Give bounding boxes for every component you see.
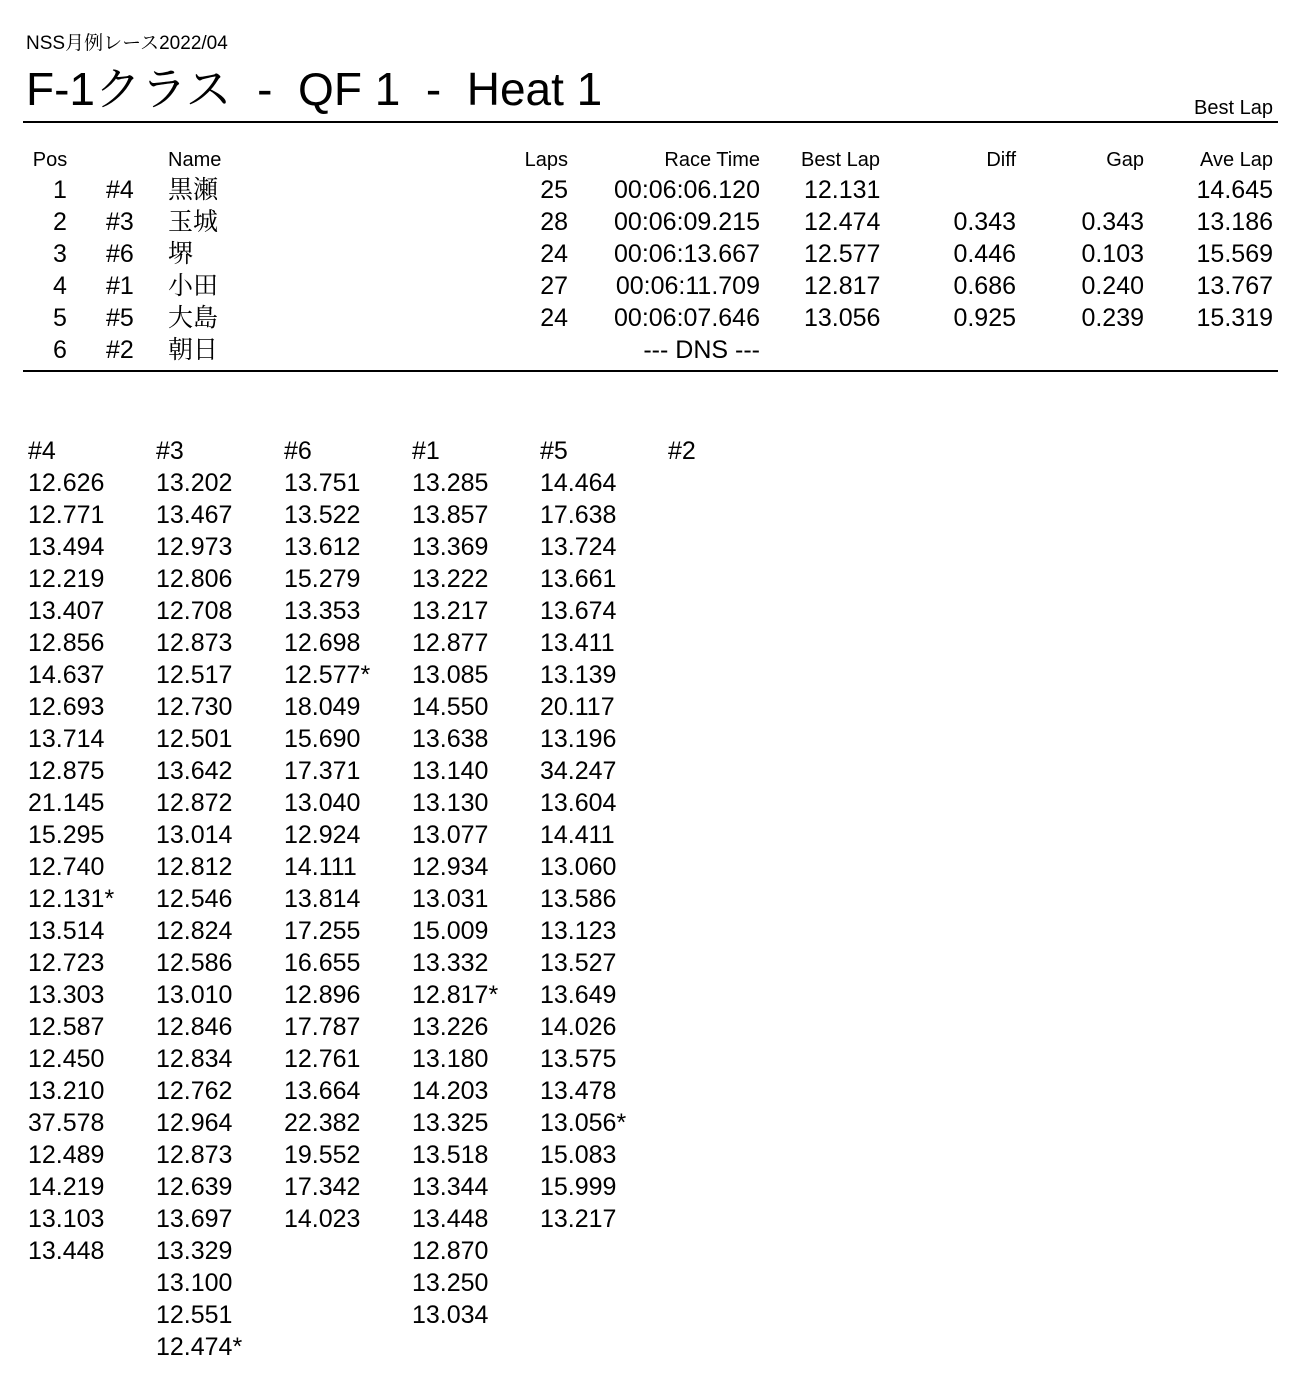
lap-time: 13.724 [540,533,617,561]
result-car: #5 [106,304,134,332]
lap-time: 15.279 [284,565,361,593]
lap-time: 13.661 [540,565,617,593]
result-best-lap: 12.131 [804,176,881,204]
lap-time: 12.924 [284,821,361,849]
lap-time: 13.285 [412,469,489,497]
results-row [0,270,1302,302]
lap-time: 13.130 [412,789,489,817]
lap-time: 18.049 [284,693,361,721]
lap-time: 15.690 [284,725,361,753]
lap-time: 12.698 [284,629,361,657]
lap-time: 12.740 [28,853,105,881]
lap-time: 13.411 [540,629,615,657]
lap-time: 13.210 [28,1077,105,1105]
result-laps: 28 [540,208,568,236]
lap-time: 12.934 [412,853,489,881]
result-best-lap: 12.817 [804,272,881,300]
column-header-diff: Diff [986,149,1016,171]
result-diff: 0.686 [953,272,1016,300]
lap-time: 12.219 [28,565,105,593]
column-header-ave-lap: Ave Lap [1199,149,1273,171]
result-ave-lap: 13.186 [1196,208,1273,236]
result-car: #4 [106,176,134,204]
result-car: #6 [106,240,134,268]
lap-time: 12.834 [156,1045,233,1073]
results-row-dns [0,334,1302,366]
results-row [0,174,1302,206]
lap-time: 12.896 [284,981,361,1009]
lap-time: 14.411 [540,821,615,849]
result-car: #1 [106,272,134,300]
result-pos: 4 [53,272,67,300]
lap-time: 13.034 [412,1301,489,1329]
lap-time: 13.527 [540,949,617,977]
lap-time: 12.639 [156,1173,233,1201]
result-diff: 0.446 [953,240,1016,268]
lap-time: 14.550 [412,693,489,721]
lap-time: 21.145 [28,789,105,817]
lap-time: 13.494 [28,533,105,561]
lap-time: 12.817* [412,981,499,1009]
lap-time: 16.655 [284,949,361,977]
lap-time: 13.353 [284,597,361,625]
lap-time: 14.219 [28,1173,105,1201]
lap-time: 13.514 [28,917,105,945]
lap-time: 17.371 [284,757,361,785]
lap-time: 13.448 [412,1205,489,1233]
lap-time: 12.846 [156,1013,233,1041]
lap-time: 14.637 [28,661,105,689]
lap-time: 19.552 [284,1141,361,1169]
lap-time: 13.649 [540,981,617,1009]
lap-time: 13.303 [28,981,105,1009]
lap-time: 15.295 [28,821,105,849]
lap-time: 13.123 [540,917,617,945]
lap-time: 12.873 [156,629,233,657]
top-divider [23,121,1278,123]
lap-time: 14.203 [412,1077,489,1105]
lap-time: 17.638 [540,501,617,529]
result-race-time: 00:06:11.709 [615,272,760,300]
lap-time: 13.077 [412,821,489,849]
lap-time: 15.009 [412,917,489,945]
lap-time: 12.964 [156,1109,233,1137]
lap-time: 14.111 [284,853,357,881]
lap-time: 12.856 [28,629,105,657]
result-race-time: 00:06:06.120 [614,176,760,204]
lap-time: 13.222 [412,565,489,593]
lap-time: 12.761 [284,1045,361,1073]
lap-time: 13.522 [284,501,361,529]
lap-time: 12.877 [412,629,489,657]
result-race-time: 00:06:09.215 [614,208,760,236]
lap-time: 22.382 [284,1109,361,1137]
lap-time: 12.577* [284,661,371,689]
result-best-lap: 13.056 [804,304,881,332]
page-title: F-1クラス - QF 1 - Heat 1 [26,63,603,115]
lap-time: 13.638 [412,725,489,753]
column-header-best-lap: Best Lap [801,149,880,171]
lap-time: 15.083 [540,1141,617,1169]
lap-time: 12.587 [28,1013,105,1041]
lap-time: 12.723 [28,949,105,977]
lap-time: 13.448 [28,1237,105,1265]
lap-time: 20.117 [540,693,615,721]
lap-time: 13.085 [412,661,489,689]
results-row [0,238,1302,270]
lap-time: 13.344 [412,1173,489,1201]
column-header-name: Name [168,149,222,171]
lap-time: 12.546 [156,885,233,913]
lap-time: 13.604 [540,789,617,817]
lap-time: 13.040 [284,789,361,817]
lap-time: 12.708 [156,597,233,625]
lap-time: 17.787 [284,1013,361,1041]
column-header-gap: Gap [1106,149,1144,171]
lap-time: 13.814 [284,885,361,913]
lap-column-header: #1 [412,437,440,465]
result-name: 黒瀬 [168,176,219,204]
lap-time: 12.626 [28,469,105,497]
lap-time: 12.873 [156,1141,233,1169]
lap-column [28,435,153,1267]
lap-time: 13.332 [412,949,489,977]
result-gap: 0.343 [1081,208,1144,236]
result-pos: 3 [53,240,67,268]
result-name: 玉城 [168,208,219,236]
lap-time: 12.812 [156,853,233,881]
result-ave-lap: 13.767 [1196,272,1273,300]
result-car: #3 [106,208,134,236]
lap-time: 13.518 [412,1141,489,1169]
result-laps: 27 [540,272,568,300]
lap-time: 12.474* [156,1333,243,1361]
result-name: 堺 [168,240,194,268]
sort-label: Best Lap [1194,97,1273,119]
lap-time: 13.325 [412,1109,489,1137]
result-laps: 25 [540,176,568,204]
lap-time: 13.139 [540,661,617,689]
result-best-lap: 12.577 [804,240,881,268]
lap-column [412,435,537,1331]
result-ave-lap: 14.645 [1196,176,1273,204]
lap-time: 13.586 [540,885,617,913]
lap-time: 13.014 [156,821,233,849]
lap-time: 12.501 [156,725,233,753]
lap-time: 12.551 [156,1301,233,1329]
lap-time: 13.407 [28,597,105,625]
result-gap: 0.103 [1081,240,1144,268]
lap-time: 12.693 [28,693,105,721]
result-name: 大島 [168,304,219,332]
result-name: 朝日 [168,336,219,364]
lap-column [540,435,665,1235]
result-laps: 24 [540,240,568,268]
result-gap: 0.240 [1081,272,1144,300]
lap-time: 15.999 [540,1173,617,1201]
dns-status: --- DNS --- [643,336,760,364]
lap-time: 12.870 [412,1237,489,1265]
result-name: 小田 [168,272,219,300]
result-laps: 24 [540,304,568,332]
lap-time: 13.010 [156,981,233,1009]
result-pos: 6 [53,336,67,364]
lap-column-header: #3 [156,437,184,465]
lap-times-grid [0,435,1302,1375]
result-car: #2 [106,336,134,364]
lap-time: 12.762 [156,1077,233,1105]
results-row [0,206,1302,238]
lap-column-header: #6 [284,437,312,465]
lap-time: 13.031 [412,885,489,913]
bottom-divider [23,370,1278,372]
result-diff: 0.343 [953,208,1016,236]
lap-column-header: #5 [540,437,568,465]
result-pos: 2 [53,208,67,236]
lap-time: 12.450 [28,1045,105,1073]
column-header-laps: Laps [524,149,568,171]
column-header-pos: Pos [32,149,68,171]
lap-column [284,435,409,1235]
result-gap: 0.239 [1081,304,1144,332]
lap-time: 13.697 [156,1205,233,1233]
lap-time: 14.464 [540,469,617,497]
result-best-lap: 12.474 [804,208,881,236]
lap-time: 12.771 [28,501,105,529]
lap-time: 12.586 [156,949,233,977]
results-header-row [0,146,1302,174]
lap-time: 13.467 [156,501,233,529]
lap-time: 13.103 [28,1205,105,1233]
lap-column [668,435,793,467]
lap-time: 13.714 [28,725,105,753]
lap-time: 13.857 [412,501,489,529]
lap-time: 13.575 [540,1045,617,1073]
result-pos: 1 [53,176,67,204]
lap-time: 12.973 [156,533,233,561]
lap-time: 17.342 [284,1173,361,1201]
lap-time: 13.642 [156,757,233,785]
lap-time: 13.612 [284,533,361,561]
lap-time: 12.131* [28,885,115,913]
lap-time: 17.255 [284,917,361,945]
lap-time: 13.202 [156,469,233,497]
result-race-time: 00:06:07.646 [614,304,760,332]
result-diff: 0.925 [953,304,1016,332]
column-header-race-time: Race Time [664,149,760,171]
results-table [0,146,1302,366]
lap-time: 12.489 [28,1141,105,1169]
lap-time: 12.806 [156,565,233,593]
lap-time: 12.730 [156,693,233,721]
lap-time: 12.875 [28,757,105,785]
lap-time: 13.250 [412,1269,489,1297]
lap-time: 12.517 [156,661,233,689]
lap-time: 14.026 [540,1013,617,1041]
lap-time: 34.247 [540,757,617,785]
lap-time: 13.478 [540,1077,617,1105]
lap-time: 37.578 [28,1109,105,1137]
result-ave-lap: 15.319 [1196,304,1273,332]
lap-time: 13.751 [284,469,361,497]
lap-time: 13.226 [412,1013,489,1041]
lap-time: 13.217 [540,1205,617,1233]
lap-time: 13.100 [156,1269,233,1297]
lap-time: 12.824 [156,917,233,945]
lap-time: 13.180 [412,1045,489,1073]
lap-column [156,435,281,1363]
result-race-time: 00:06:13.667 [614,240,760,268]
lap-time: 13.329 [156,1237,233,1265]
results-row [0,302,1302,334]
result-ave-lap: 15.569 [1196,240,1273,268]
lap-time: 14.023 [284,1205,361,1233]
lap-time: 13.196 [540,725,617,753]
race-subtitle: NSS月例レース2022/04 [26,33,228,54]
lap-time: 13.140 [412,757,489,785]
lap-column-header: #2 [668,437,696,465]
result-pos: 5 [53,304,67,332]
lap-time: 13.060 [540,853,617,881]
lap-time: 13.664 [284,1077,361,1105]
lap-time: 13.217 [412,597,489,625]
lap-column-header: #4 [28,437,56,465]
lap-time: 13.369 [412,533,489,561]
lap-time: 13.056* [540,1109,627,1137]
lap-time: 12.872 [156,789,233,817]
lap-time: 13.674 [540,597,617,625]
